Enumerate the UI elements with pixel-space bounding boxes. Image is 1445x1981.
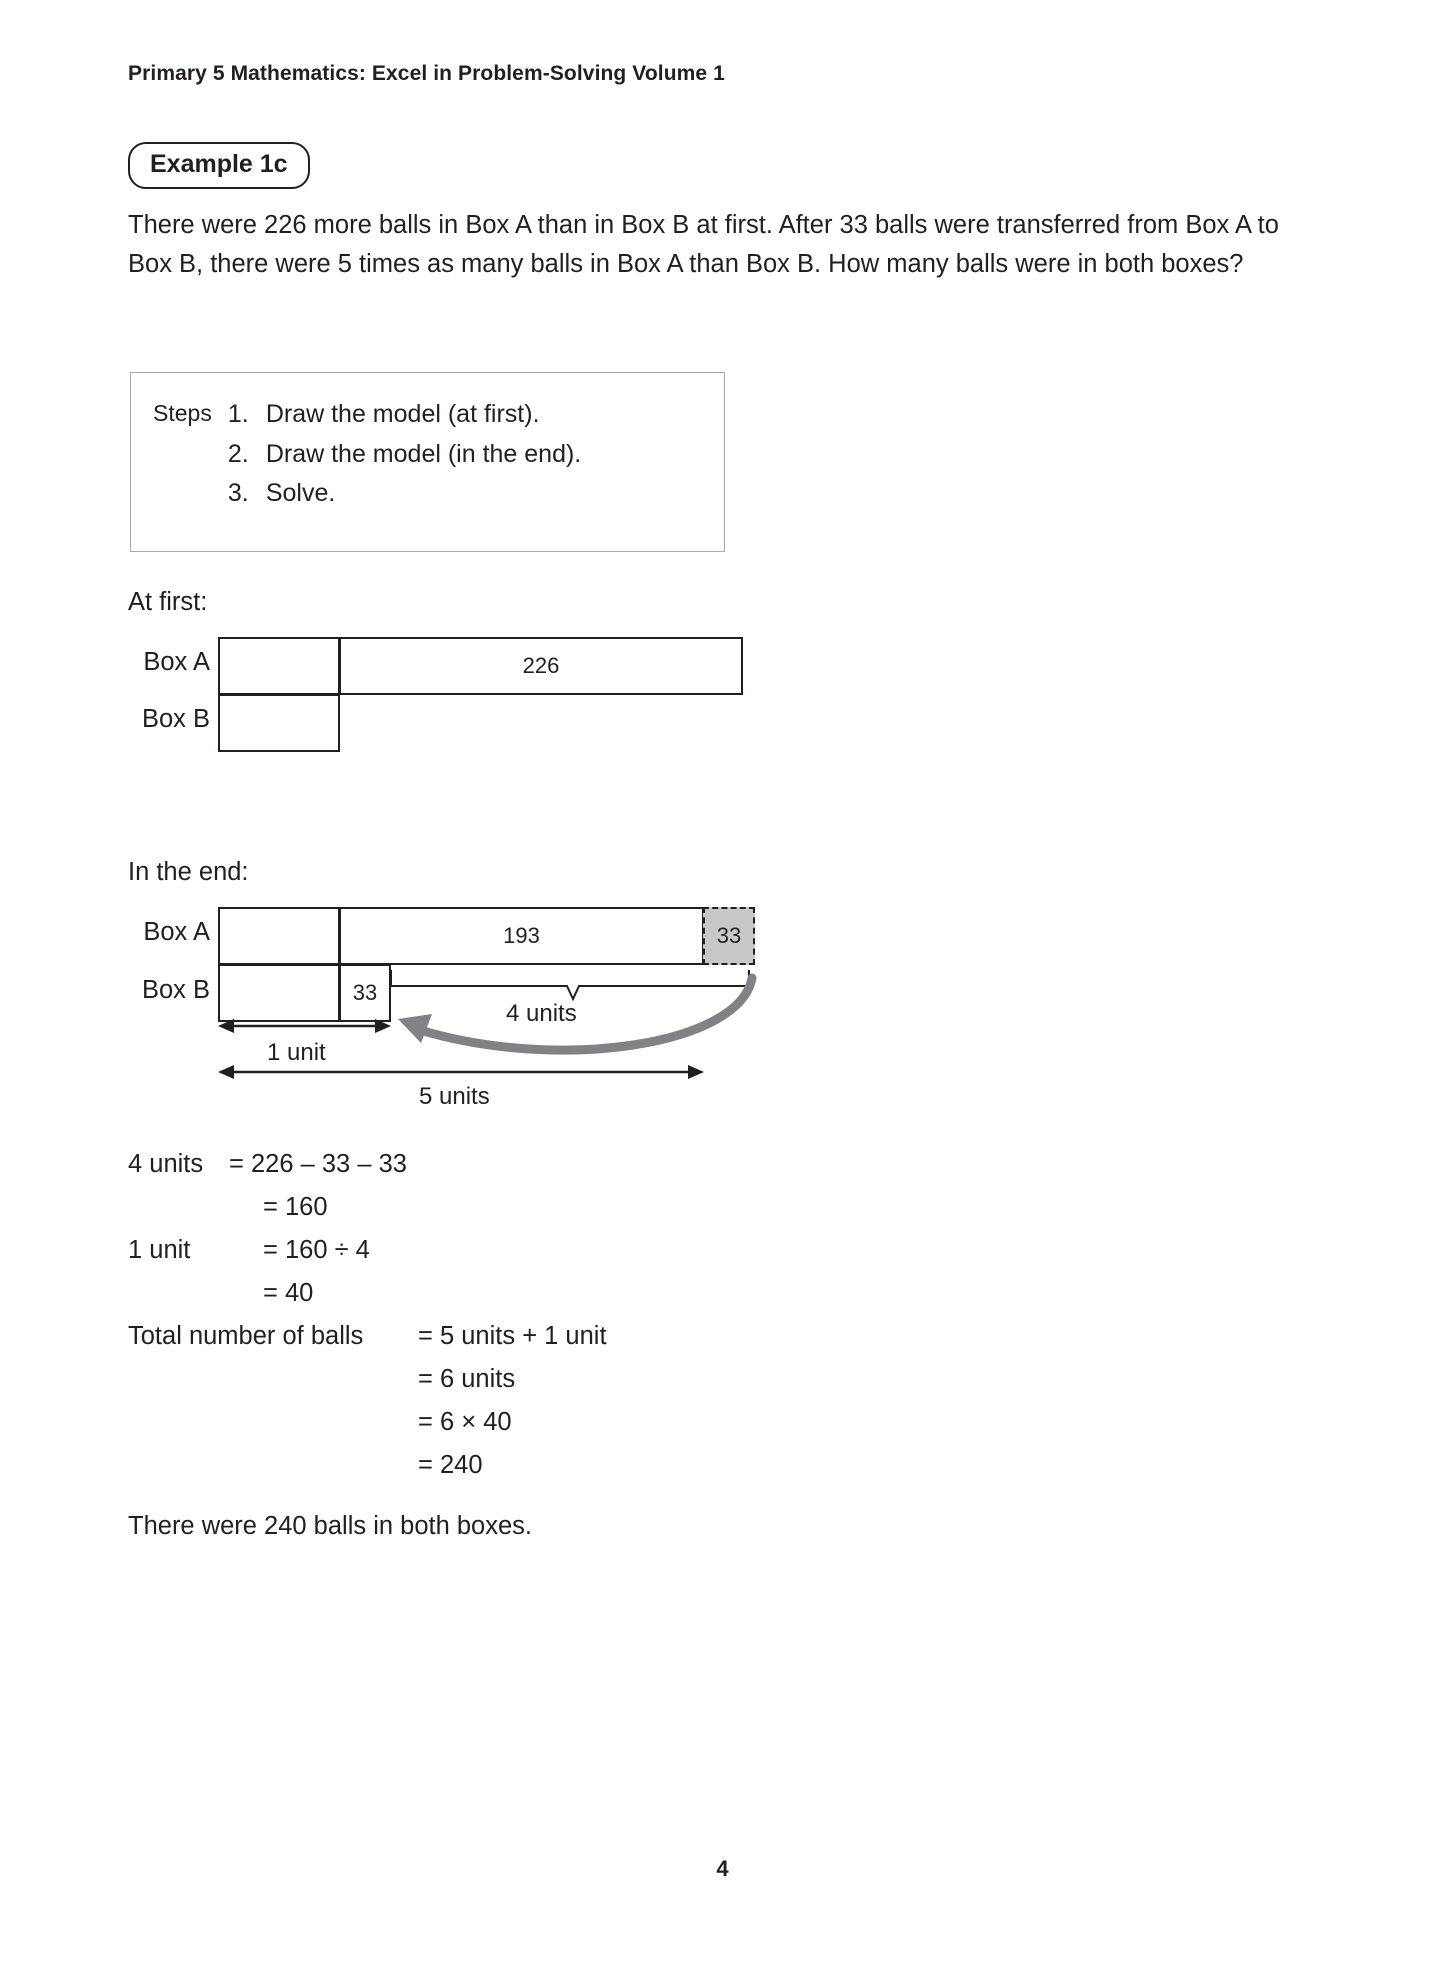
step-number: 2. bbox=[227, 439, 249, 468]
working-rhs: = 240 bbox=[418, 1451, 483, 1479]
working-rhs: = 6 units bbox=[418, 1365, 516, 1393]
conclusion-text: There were 240 balls in both boxes. bbox=[128, 1512, 532, 1540]
transfer-arrow-head bbox=[398, 1014, 432, 1043]
in-the-end-box-a-transfer-bar bbox=[703, 907, 755, 965]
steps-panel-label: Steps bbox=[153, 400, 212, 426]
at-first-box-a-label: Box A bbox=[143, 648, 210, 676]
in-the-end-box-a-unit-bar bbox=[218, 907, 340, 965]
at-first-box-a-difference-value: 226 bbox=[522, 653, 560, 678]
step-text: Draw the model (in the end). bbox=[265, 439, 582, 468]
in-the-end-box-a-middle-bar bbox=[339, 907, 704, 965]
page-number: 4 bbox=[716, 1856, 729, 1881]
four-units-label: 4 units bbox=[506, 1000, 577, 1027]
working-lhs: 1 unit bbox=[128, 1236, 191, 1264]
step-item bbox=[228, 435, 581, 475]
five-units-arrow-head-right bbox=[688, 1065, 704, 1079]
one-unit-label: 1 unit bbox=[267, 1039, 326, 1066]
in-the-end-box-a-middle-value: 193 bbox=[503, 923, 540, 948]
at-first-box-b-label: Box B bbox=[141, 705, 210, 733]
working-rhs: = 5 units + 1 unit bbox=[418, 1322, 607, 1350]
running-head: Primary 5 Mathematics: Excel in Problem-Solving Volume 1 bbox=[128, 62, 725, 85]
in-the-end-box-b-unit-bar bbox=[218, 964, 340, 1022]
at-first-box-a-unit-bar bbox=[218, 637, 340, 695]
steps-list bbox=[228, 395, 581, 514]
in-the-end-box-a-label: Box A bbox=[143, 918, 210, 946]
working-rhs: = 226 – 33 – 33 bbox=[229, 1150, 407, 1178]
at-first-box-b-unit-bar bbox=[218, 694, 340, 752]
working-lhs: 4 units bbox=[128, 1150, 204, 1178]
four-units-brace bbox=[391, 970, 749, 999]
at-first-caption: At first: bbox=[128, 588, 208, 616]
working-rhs: = 160 ÷ 4 bbox=[263, 1236, 370, 1264]
working-lhs: Total number of balls bbox=[128, 1322, 364, 1350]
step-text: Solve. bbox=[265, 479, 336, 507]
example-badge: Example 1c bbox=[128, 142, 310, 189]
step-number: 1. bbox=[227, 400, 249, 428]
step-item bbox=[228, 474, 581, 514]
question-text: There were 226 more balls in Box A than in Box B at first. After 33 balls were transferred from Box A to Box B, there were 5 times as many balls in Box A than Box B. How many balls were in both boxes? bbox=[128, 211, 1279, 278]
in-the-end-caption: In the end: bbox=[128, 858, 249, 886]
at-first-box-a-difference-bar bbox=[339, 637, 743, 695]
in-the-end-box-b-label: Box B bbox=[141, 976, 210, 1004]
working-rhs: = 160 bbox=[263, 1193, 328, 1221]
step-text: Draw the model (at first). bbox=[265, 400, 540, 428]
in-the-end-box-b-transfer-value: 33 bbox=[352, 980, 378, 1005]
in-the-end-box-b-transfer-bar bbox=[339, 964, 391, 1022]
five-units-arrow-head-left bbox=[218, 1065, 234, 1079]
step-item bbox=[228, 395, 581, 435]
working-rhs: = 40 bbox=[263, 1279, 314, 1307]
working-rhs: = 6 × 40 bbox=[418, 1408, 512, 1436]
five-units-label: 5 units bbox=[419, 1083, 490, 1110]
step-number: 3. bbox=[227, 479, 249, 507]
in-the-end-box-a-transfer-value: 33 bbox=[716, 923, 742, 948]
transfer-arrow-curve bbox=[420, 978, 752, 1050]
steps-panel bbox=[130, 372, 725, 552]
